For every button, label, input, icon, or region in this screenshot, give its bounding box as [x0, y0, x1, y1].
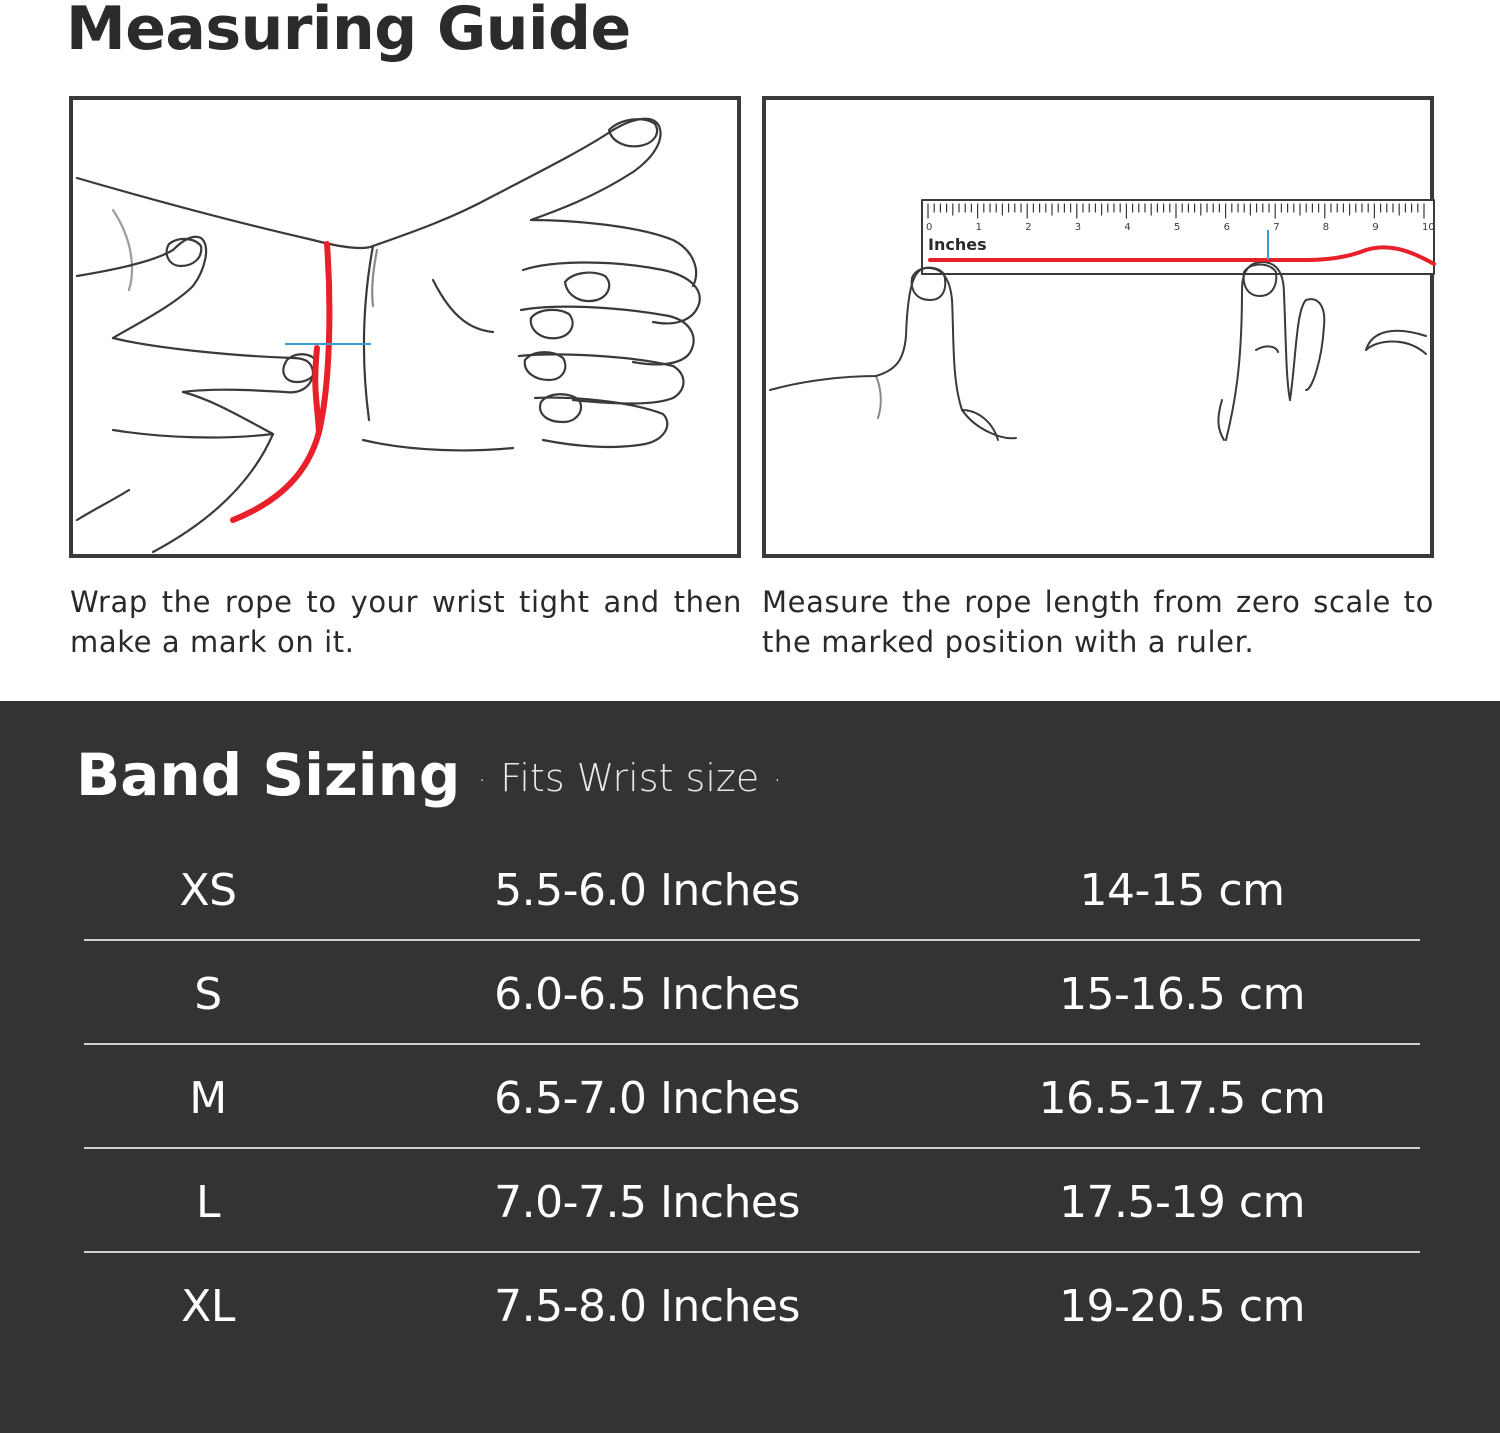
table-row [84, 837, 1420, 941]
size-inches: 7.5-8.0 Inches [494, 1281, 800, 1332]
page-title: Measuring Guide [66, 0, 631, 64]
hand-wrist-drawing [73, 100, 737, 554]
size-inches: 7.0-7.5 Inches [494, 1177, 800, 1228]
ruler-number: 7 [1273, 222, 1280, 233]
size-cm: 19-20.5 cm [1059, 1281, 1305, 1332]
size-cm: 14-15 cm [1079, 865, 1285, 916]
step2-caption: Measure the rope length from zero scale to the marked position with a ruler. [762, 585, 1434, 659]
ruler-number: 8 [1322, 222, 1330, 233]
size-label: XS [179, 865, 237, 916]
size-inches: 5.5-6.0 Inches [494, 865, 800, 916]
table-row [84, 1045, 1420, 1149]
size-label: M [189, 1073, 227, 1124]
size-inches: 6.5-7.0 Inches [494, 1073, 800, 1124]
band-sizing-title: Band Sizing [76, 741, 461, 809]
subtitle-dot: · [478, 765, 487, 796]
ruler-number: 4 [1124, 222, 1131, 233]
ruler-number: 1 [975, 222, 982, 233]
ruler-number: 9 [1372, 222, 1379, 233]
ruler-body [922, 200, 1434, 274]
band-sizing-subtitle [478, 753, 781, 806]
wrist-wrap-illustration [69, 96, 741, 558]
ruler-drawing [766, 100, 1435, 554]
ruler-number: 2 [1025, 222, 1032, 233]
ruler-number: 5 [1174, 222, 1181, 233]
size-label: S [194, 969, 222, 1020]
size-label: XL [181, 1281, 235, 1332]
size-cm: 15-16.5 cm [1059, 969, 1305, 1020]
subtitle-dot: · [773, 765, 782, 796]
ruler-unit-label: Inches [928, 235, 987, 254]
size-table [84, 837, 1420, 1357]
table-row [84, 1253, 1420, 1357]
table-row [84, 1149, 1420, 1253]
size-label: L [195, 1177, 220, 1228]
ruler-number: 10 [1422, 222, 1435, 233]
ruler-number: 6 [1223, 222, 1230, 233]
band-sizing-section [0, 701, 1500, 1433]
ruler-measure-illustration [762, 96, 1434, 558]
table-row [84, 941, 1420, 1045]
measuring-guide-section [0, 0, 1500, 701]
ruler-number: 0 [926, 222, 933, 233]
step1-caption: Wrap the rope to your wrist tight and then make a mark on it. [70, 585, 742, 659]
ruler-number: 3 [1074, 222, 1082, 233]
size-cm: 16.5-17.5 cm [1038, 1073, 1326, 1124]
subtitle-text: Fits Wrist size [500, 756, 760, 800]
rope-line [319, 244, 329, 432]
size-cm: 17.5-19 cm [1059, 1177, 1305, 1228]
size-inches: 6.0-6.5 Inches [494, 969, 800, 1020]
